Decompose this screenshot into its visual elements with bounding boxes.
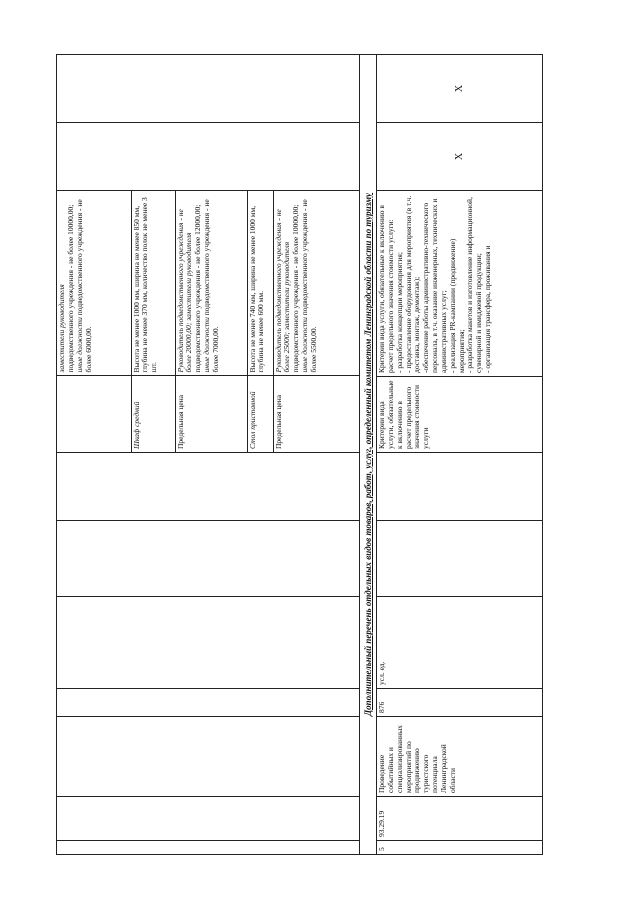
characteristics-subtable <box>57 190 359 452</box>
criteria-line: -обеспечение работы административно-технического персонала, в т.ч. оказание инженерных, технических и административных услуг; <box>421 198 448 373</box>
char-value <box>57 190 131 376</box>
characteristics-cell <box>57 191 360 453</box>
value-line: подведомственного учреждения - не более 6000,00. <box>74 199 93 373</box>
table-cell <box>57 797 360 841</box>
table-cell <box>57 123 360 191</box>
value-line: подведомственного учреждения - не более 5500,00. <box>300 199 318 373</box>
char-name: Предельная цена <box>175 376 247 452</box>
table-cell <box>57 841 360 855</box>
criteria-line: - предоставление оборудования для мероприятия (в т.ч. доставка, монтаж, демонтаж); <box>403 195 422 373</box>
sub-row <box>131 190 175 452</box>
table-cell <box>57 521 360 597</box>
okei-name: усл. ед. <box>377 597 543 689</box>
value-line: заместители руководителя <box>184 232 194 321</box>
okei-code: 876 <box>377 689 543 717</box>
sub-row <box>57 190 131 452</box>
goods-table <box>56 54 543 855</box>
value-line: подведомственного учреждения - не более 10000,00; <box>65 204 75 373</box>
value-line: Руководитель подведомственного учреждения - не более 25000; <box>273 209 292 373</box>
table-cell <box>57 453 360 521</box>
criteria-line: - разработка макетов и изготовление информационной, сувенирной и имиджевой продукции; <box>465 197 484 373</box>
table-cell <box>377 521 543 597</box>
okpd-code: 93.29.19 <box>377 797 543 841</box>
table-cell <box>57 597 360 689</box>
criteria-line: - реализация PR-кампании (продвижение) мероприятия; <box>447 238 466 373</box>
criteria-line: Критерии вида услуги, обязательные к включению в расчет предельного значения стоимости услуги: <box>377 205 395 373</box>
value-line: иные должности <box>202 317 212 373</box>
table-cell <box>57 55 360 123</box>
table-row <box>57 55 360 855</box>
value-line: подведомственного учреждения - не более 10000,00; <box>291 204 301 373</box>
char-value: Высота не менее 1000 мм, ширина не менее 850 мм, глубина не менее 370 мм, количество полок не менее 3 шт. <box>131 190 175 376</box>
mark-x: Х <box>377 55 543 123</box>
table-row <box>377 55 543 855</box>
value-line: подведомственного учреждения - не более 12000,00; <box>193 204 203 373</box>
sub-row <box>247 190 273 452</box>
criteria-line: - организация трансфера, проживания и <box>483 245 493 373</box>
rotated-table-wrapper <box>56 55 538 855</box>
char-value: Высота не менее 740 мм, ширина не менее 1000 мм, глубина не менее 600 мм. <box>247 190 273 376</box>
value-line: заместители руководителя <box>57 284 66 373</box>
item-name: Проведение событийных и специализированных мероприятий по продвижению туристского потенциала Ленинградской области <box>377 717 543 797</box>
sub-row <box>273 190 359 452</box>
criteria-value <box>377 191 543 377</box>
table-cell <box>57 717 360 797</box>
value-line: иные должности <box>74 317 84 373</box>
table-row <box>360 55 377 855</box>
char-name: Шкаф средний <box>131 376 175 452</box>
criteria-line: - разработка концепции мероприятия; <box>394 252 404 373</box>
mark-x: Х <box>377 123 543 191</box>
char-value <box>273 190 359 376</box>
value-line: подведомственного учреждения - не более 7000,00. <box>202 199 220 373</box>
value-line: Руководитель подведомственного учреждения - не более 20000,00; <box>175 209 194 373</box>
section-banner: Дополнительный перечень отдельных видов товаров, работ, услуг, определенный комитетом Ленинградской области по туризму <box>360 55 377 855</box>
value-line: заместители руководителя <box>282 241 292 331</box>
criteria-name: Критерии вида услуги, обязательные к включению в расчет предельного значения стоимости услуги <box>377 377 543 453</box>
char-value <box>175 190 247 376</box>
row-number: 5 <box>377 841 543 855</box>
value-line: иные должности <box>300 317 310 373</box>
sub-row <box>175 190 247 452</box>
table-cell <box>57 689 360 717</box>
char-name: Стол приставной <box>247 376 273 452</box>
char-name <box>57 376 131 452</box>
table-cell <box>377 453 543 521</box>
char-name: Предельная цена <box>273 376 359 452</box>
